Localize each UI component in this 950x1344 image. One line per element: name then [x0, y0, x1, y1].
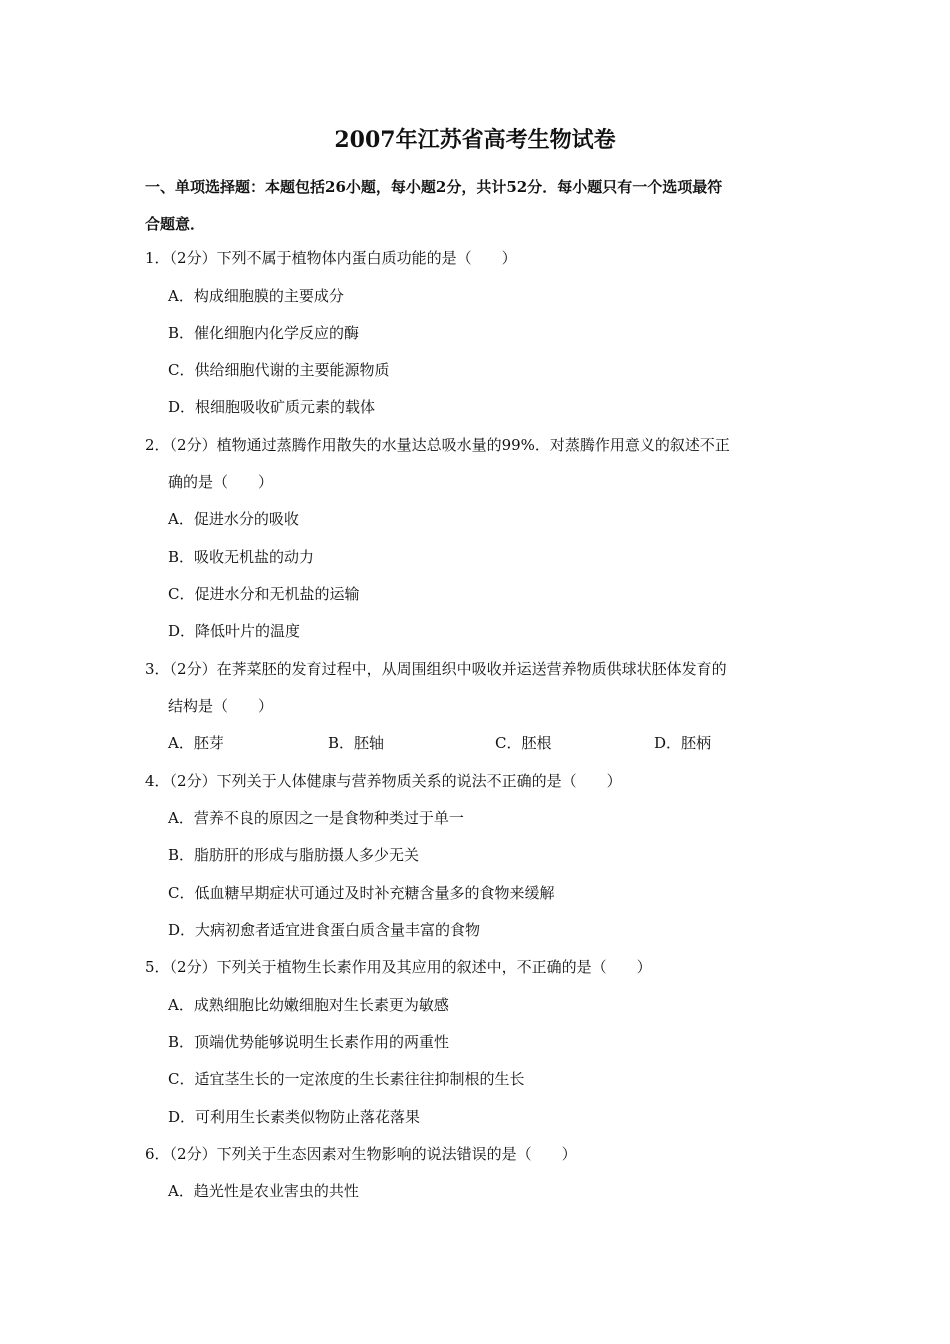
question-3-stem-continued: 结构是（ ）	[168, 697, 274, 715]
page-title: 2007年江苏省高考生物试卷	[334, 127, 616, 153]
question-2-option-c: C．促进水分和无机盐的运输	[168, 585, 360, 603]
question-5-option-a: A．成熟细胞比幼嫩细胞对生长素更为敏感	[168, 996, 449, 1014]
question-1-option-c: C．供给细胞代谢的主要能源物质	[168, 361, 390, 379]
question-6-stem: 6．（2分）下列关于生态因素对生物影响的说法错误的是（ ）	[145, 1145, 577, 1163]
section-heading-line2: 合题意．	[145, 215, 206, 233]
question-2-option-b: B．吸收无机盐的动力	[168, 548, 315, 566]
question-1-option-a: A．构成细胞膜的主要成分	[168, 287, 344, 305]
question-3-option-a: A．胚芽	[168, 734, 224, 752]
question-6-option-a: A．趋光性是农业害虫的共性	[168, 1182, 359, 1200]
question-3-option-c: C．胚根	[495, 734, 552, 752]
question-1-stem: 1．（2分）下列不属于植物体内蛋白质功能的是（ ）	[145, 249, 517, 267]
question-4-option-a: A．营养不良的原因之一是食物种类过于单一	[168, 809, 464, 827]
question-5-option-b: B．顶端优势能够说明生长素作用的两重性	[168, 1033, 450, 1051]
question-2-stem: 2．（2分）植物通过蒸腾作用散失的水量达总吸水量的99%．对蒸腾作用意义的叙述不正	[145, 436, 730, 454]
question-4-stem: 4．（2分）下列关于人体健康与营养物质关系的说法不正确的是（ ）	[145, 772, 622, 790]
question-2-option-a: A．促进水分的吸收	[168, 510, 299, 528]
question-4-option-b: B．脂肪肝的形成与脂肪摄人多少无关	[168, 846, 420, 864]
question-4-option-c: C．低血糖早期症状可通过及时补充糖含量多的食物来缓解	[168, 884, 555, 902]
question-1-option-d: D．根细胞吸收矿质元素的载体	[168, 398, 376, 416]
question-5-option-c: C．适宜茎生长的一定浓度的生长素往往抑制根的生长	[168, 1070, 525, 1088]
section-heading-line1: 一、单项选择题：本题包括26小题，每小题2分，共计52分．每小题只有一个选项最符	[145, 178, 723, 196]
question-4-option-d: D．大病初愈者适宜进食蛋白质含量丰富的食物	[168, 921, 481, 939]
question-5-option-d: D．可利用生长素类似物防止落花落果	[168, 1108, 421, 1126]
question-3-options-row	[168, 730, 828, 756]
question-1-option-b: B．催化细胞内化学反应的酶	[168, 324, 360, 342]
question-3-option-d: D．胚柄	[654, 734, 712, 752]
question-5-stem: 5．（2分）下列关于植物生长素作用及其应用的叙述中，不正确的是（ ）	[145, 958, 652, 976]
question-2-stem-continued: 确的是（ ）	[168, 473, 274, 491]
question-2-option-d: D．降低叶片的温度	[168, 622, 301, 640]
question-3-stem: 3．（2分）在荠菜胚的发育过程中，从周围组织中吸收并运送营养物质供球状胚体发育的	[145, 660, 727, 678]
question-3-option-b: B．胚轴	[328, 734, 385, 752]
